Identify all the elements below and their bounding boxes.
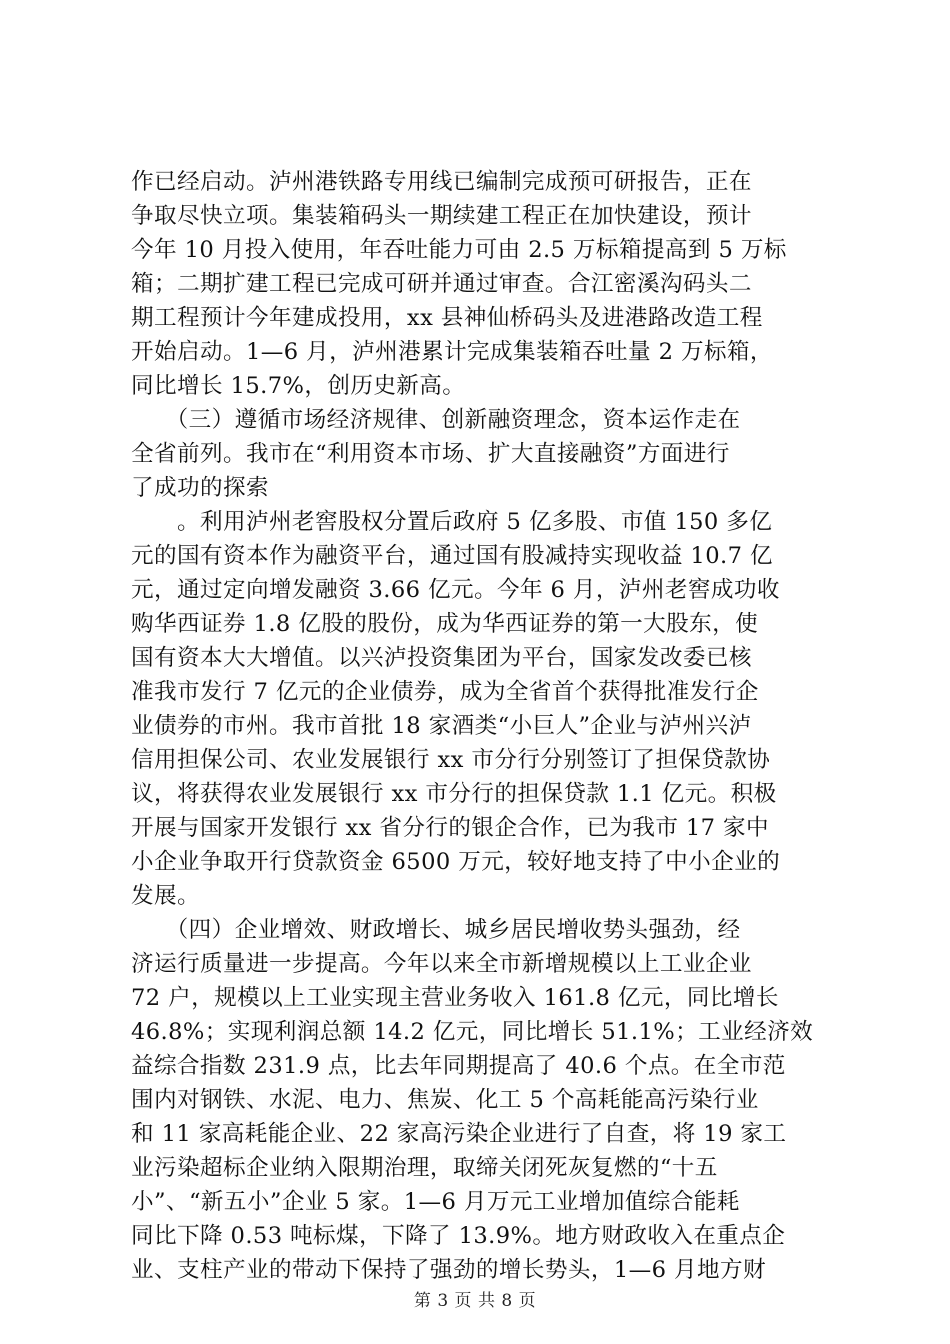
text-line: 箱；二期扩建工程已完成可研并通过审查。合江密溪沟码头二 (131, 271, 752, 297)
text-line: 今年 10 月投入使用，年吞吐能力可由 2.5 万标箱提高到 5 万标 (131, 237, 787, 263)
text-line: （三）遵循市场经济规律、创新融资理念，资本运作走在 (131, 407, 741, 433)
body-text (131, 165, 831, 1287)
text-line: （四）企业增效、财政增长、城乡居民增收势头强劲，经 (131, 917, 741, 943)
text-line: 济运行质量进一步提高。今年以来全市新增规模以上工业企业 (131, 951, 752, 977)
text-line: 信用担保公司、农业发展银行 xx 市分行分别签订了担保贷款协 (131, 747, 771, 773)
text-line: 国有资本大大增值。以兴泸投资集团为平台，国家发改委已核 (131, 645, 752, 671)
text-line: 围内对钢铁、水泥、电力、焦炭、化工 5 个高耗能高污染行业 (131, 1087, 759, 1113)
text-line: 。利用泸州老窖股权分置后政府 5 亿多股、市值 150 多亿 (131, 509, 773, 535)
text-line: 和 11 家高耗能企业、22 家高污染企业进行了自查，将 19 家工 (131, 1121, 787, 1147)
text-line: 购华西证券 1.8 亿股的股份，成为华西证券的第一大股东，使 (131, 611, 759, 637)
text-line: 业债券的市州。我市首批 18 家酒类“小巨人”企业与泸州兴泸 (131, 713, 752, 739)
text-line: 了成功的探索 (131, 475, 269, 501)
text-line: 期工程预计今年建成投用，xx 县神仙桥码头及进港路改造工程 (131, 305, 763, 331)
text-line: 同比增长 15.7%，创历史新高。 (131, 373, 466, 399)
text-line: 开展与国家开发银行 xx 省分行的银企合作，已为我市 17 家中 (131, 815, 770, 841)
text-line: 发展。 (131, 883, 200, 909)
text-line: 业、支柱产业的带动下保持了强劲的增长势头，1—6 月地方财 (131, 1257, 766, 1283)
text-line: 议，将获得农业发展银行 xx 市分行的担保贷款 1.1 亿元。积极 (131, 781, 777, 807)
text-line: 小企业争取开行贷款资金 6500 万元，较好地支持了中小企业的 (131, 849, 781, 875)
text-line: 开始启动。1—6 月，泸州港累计完成集装箱吞吐量 2 万标箱， (131, 339, 773, 365)
text-line: 元，通过定向增发融资 3.66 亿元。今年 6 月，泸州老窖成功收 (131, 577, 780, 603)
text-line: 益综合指数 231.9 点，比去年同期提高了 40.6 个点。在全市范 (131, 1053, 786, 1079)
page-footer: 第 3 页 共 8 页 (413, 1291, 537, 1311)
text-line: 准我市发行 7 亿元的企业债券，成为全省首个获得批准发行企 (131, 679, 759, 705)
text-line: 46.8%；实现利润总额 14.2 亿元，同比增长 51.1%；工业经济效 (131, 1019, 814, 1045)
text-line: 元的国有资本作为融资平台，通过国有股减持实现收益 10.7 亿 (131, 543, 773, 569)
text-line: 小”、“新五小”企业 5 家。1—6 月万元工业增加值综合能耗 (131, 1189, 740, 1215)
text-line: 作已经启动。泸州港铁路专用线已编制完成预可研报告，正在 (131, 169, 752, 195)
text-line: 业污染超标企业纳入限期治理，取缔关闭死灰复燃的“十五 (131, 1155, 718, 1181)
text-line: 同比下降 0.53 吨标煤，下降了 13.9%。地方财政收入在重点企 (131, 1223, 786, 1249)
text-line: 全省前列。我市在“利用资本市场、扩大直接融资”方面进行 (131, 441, 730, 467)
text-line: 72 户，规模以上工业实现主营业务收入 161.8 亿元，同比增长 (131, 985, 779, 1011)
text-line: 争取尽快立项。集装箱码头一期续建工程正在加快建设，预计 (131, 203, 752, 229)
